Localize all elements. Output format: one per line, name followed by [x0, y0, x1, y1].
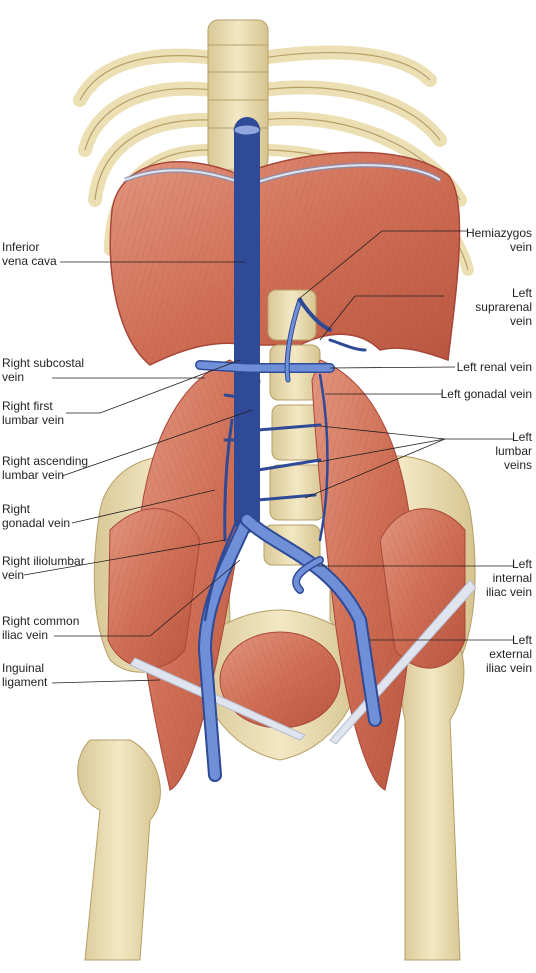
- label-left-suprarenal-vein: Left suprarenal vein: [475, 286, 532, 328]
- label-inguinal-ligament: Inguinal ligament: [2, 661, 48, 689]
- label-left-external-iliac-vein: Left external iliac vein: [485, 633, 532, 675]
- label-left-gonadal-vein: Left gonadal vein: [440, 387, 532, 401]
- label-right-iliolumbar-vein: Right iliolumbar vein: [2, 554, 85, 582]
- label-left-lumbar-veins: Left lumbar veins: [495, 430, 532, 472]
- label-inferior-vena-cava: Inferior vena cava: [2, 240, 57, 268]
- label-right-first-lumbar-vein: Right first lumbar vein: [2, 399, 65, 427]
- label-left-renal-vein: Left renal vein: [456, 360, 532, 374]
- label-right-subcostal-vein: Right subcostal vein: [2, 356, 85, 384]
- label-hemiazygos-vein: Hemiazygos vein: [465, 226, 532, 254]
- label-right-common-iliac-vein: Right common iliac vein: [2, 614, 80, 642]
- label-right-ascending-lumbar-vein: Right ascending lumbar vein: [2, 454, 89, 482]
- label-left-internal-iliac-vein: Left internal iliac vein: [485, 557, 532, 599]
- label-right-gonadal-vein: Right gonadal vein: [2, 502, 71, 530]
